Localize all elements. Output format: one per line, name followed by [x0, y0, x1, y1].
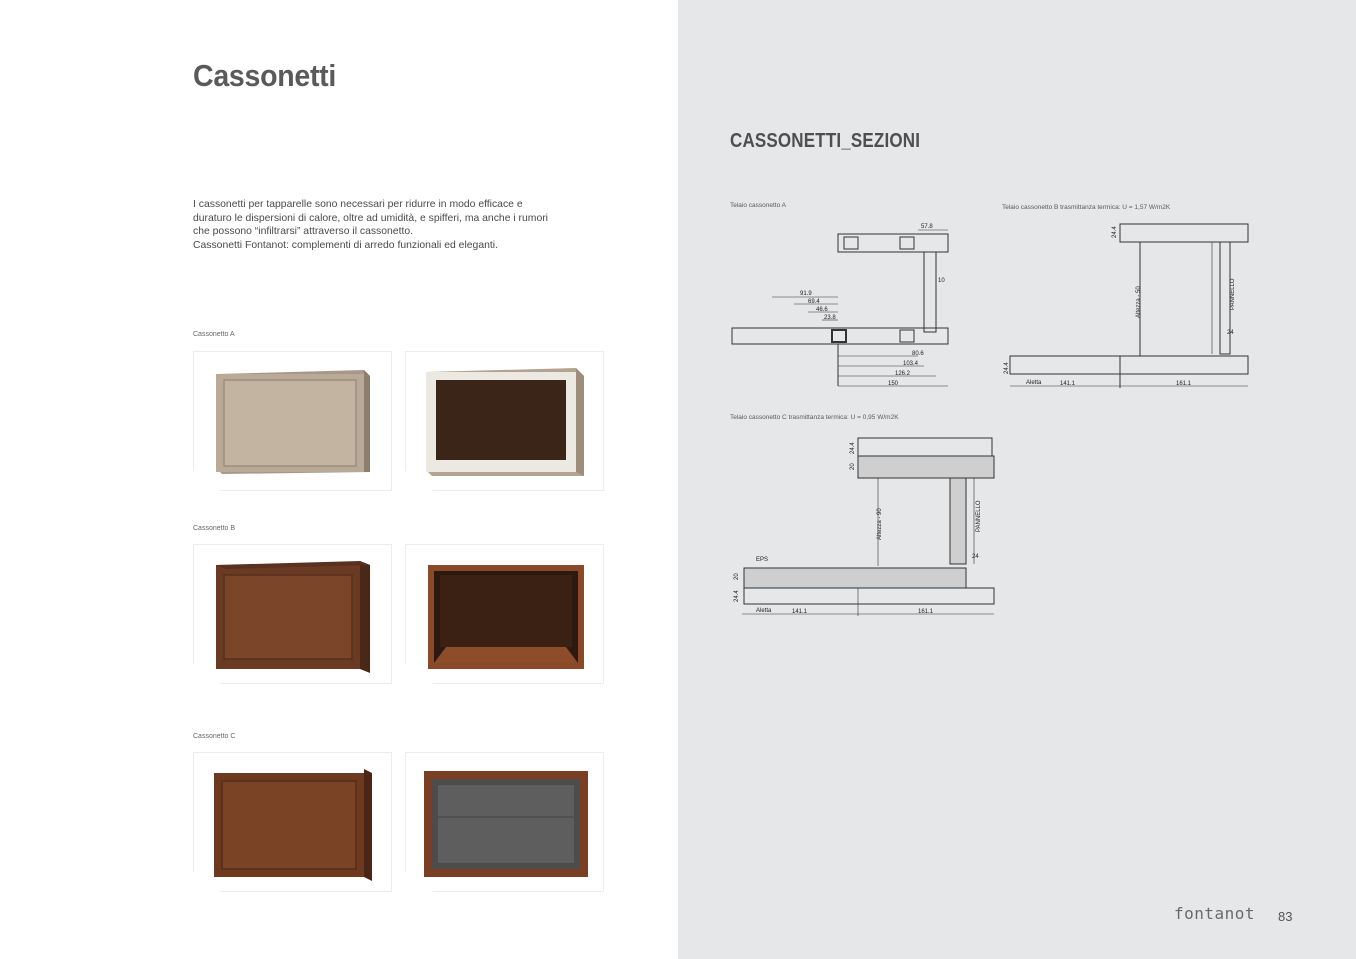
- cassonetto-c-open-image: [405, 752, 604, 892]
- dim-text: 24.4: [850, 442, 856, 454]
- dim-text: 24.4: [734, 590, 740, 602]
- dim-text: PANNELLO: [1230, 278, 1236, 310]
- drawing-c: [728, 432, 1000, 620]
- drawing-b-label: Telaio cassonetto B trasmittanza termica: U = 1,57 W/m2K: [1002, 204, 1171, 211]
- intro-line: Cassonetti Fontanot: complementi di arredo funzionali ed eleganti.: [193, 239, 498, 251]
- section-title: CASSONETTI_SEZIONI: [730, 130, 921, 152]
- dim-text: 80.6: [912, 351, 924, 357]
- dim-text: PANNELLO: [976, 500, 982, 532]
- dim-text: Altezza - 50: [1136, 286, 1142, 318]
- dim-text: Aletta: [756, 608, 772, 614]
- dim-text: 24: [972, 554, 979, 560]
- page-number: 83: [1278, 909, 1293, 924]
- drawing-b: [1000, 218, 1252, 394]
- dim-text: 20: [850, 463, 856, 470]
- group-label-c: Cassonetto C: [193, 733, 236, 740]
- dim-text: 91.9: [800, 291, 812, 297]
- drawing-a: [728, 218, 958, 394]
- intro-line: duraturo le dispersioni di calore, oltre ad umidità, e spifferi, ma anche i rumori: [193, 212, 548, 224]
- cassonetto-a-open-image: [405, 351, 604, 491]
- intro-line: che possono “infiltrarsi” attraverso il cassonetto.: [193, 226, 414, 238]
- dim-text: 24.4: [1112, 226, 1118, 238]
- dim-text: 150: [888, 381, 899, 387]
- dim-text: 126.2: [895, 371, 911, 377]
- dim-text: 141.1: [1060, 381, 1076, 387]
- dim-text: 57.8: [921, 224, 933, 230]
- intro-text: [193, 198, 553, 252]
- dim-text: Aletta: [1026, 380, 1042, 386]
- dim-text: 141.1: [792, 609, 808, 615]
- cassonetto-c-closed-image: [193, 752, 392, 892]
- dim-text: 161.1: [1176, 381, 1192, 387]
- cassonetto-b-closed-image: [193, 544, 392, 684]
- dim-text: 23.8: [824, 315, 836, 321]
- cassonetto-a-closed-image: [193, 351, 392, 491]
- dim-text: 103.4: [903, 361, 919, 367]
- dim-text: EPS: [756, 557, 769, 563]
- cassonetto-b-open-image: [405, 544, 604, 684]
- brand-logo: fontanot: [1174, 904, 1256, 923]
- group-label-b: Cassonetto B: [193, 525, 236, 532]
- dim-text: 10: [938, 278, 945, 284]
- dim-text: Altezza - 90: [877, 508, 883, 540]
- dim-text: 24: [1227, 330, 1234, 336]
- dim-text: 20: [734, 573, 740, 580]
- drawing-a-label: Telaio cassonetto A: [730, 202, 787, 209]
- dim-text: 46.6: [816, 307, 828, 313]
- drawing-c-label: Telaio cassonetto C trasmittanza termica: U = 0,95 W/m2K: [730, 414, 899, 421]
- page-title: Cassonetti: [193, 58, 337, 93]
- dim-text: 161.1: [918, 609, 934, 615]
- group-label-a: Cassonetto A: [193, 331, 235, 338]
- dim-text: 24.4: [1004, 362, 1010, 374]
- dim-text: 69.4: [808, 299, 820, 305]
- intro-line: I cassonetti per tapparelle sono necessari per ridurre in modo efficace e: [193, 199, 523, 210]
